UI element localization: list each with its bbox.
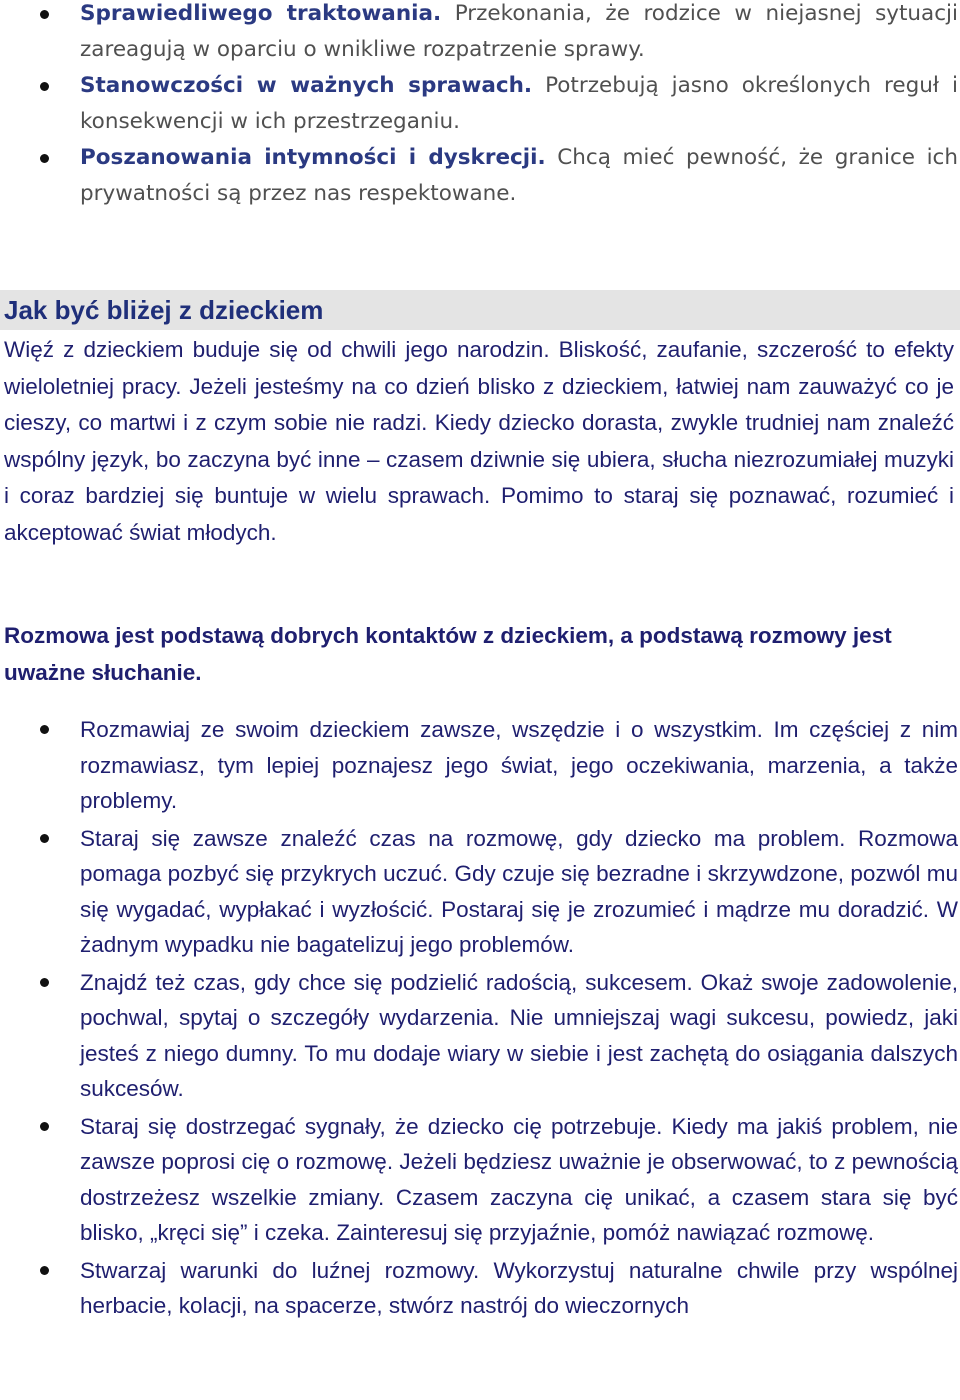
needs-list [0,0,960,212]
bullet-icon [40,154,49,163]
bullet-icon [40,834,49,843]
bullet-icon [40,1122,49,1131]
list-item-lead: Sprawiedliwego traktowania. [80,1,442,26]
list-item [0,965,960,1107]
list-item [0,1109,960,1251]
list-item-text: Staraj się dostrzegać sygnały, że dziecko cię potrzebuje. Kiedy ma jakiś problem, nie zawsze poprosi cię o rozmowę. Jeżeli będziesz uważnie je obserwować, to z pewnością dostrzeżesz wszelkie zmiany. Czasem zaczyna cię unikać, a czasem stara się być blisko, „kręci się” i czeka. Zainteresuj się przyjaźnie, pomóż nawiązać rozmowę. [80,1113,958,1245]
list-item-text: Znajdź też czas, gdy chce się podzielić radością, sukcesem. Okaż swoje zadowolenie, pochwal, spytaj o szczegóły wydarzenia. Nie umniejszaj wagi sukcesu, powiedz, jaki jesteś z niego dumny. To mu dodaje wiary w siebie i jest zachętą do osiągania dalszych sukcesów. [80,969,958,1101]
list-item [0,712,960,819]
list-item [0,140,960,212]
list-item-text: Staraj się zawsze znaleźć czas na rozmowę, gdy dziecko ma problem. Rozmowa pomaga pozbyć się przykrych uczuć. Gdy czuje się bezradne i skrzywdzone, pozwól mu się wygadać, wypłakać i wyzłościć. Postaraj się je zrozumieć i mądrze mu doradzić. W żadnym wypadku nie bagatelizuj jego problemów. [80,825,958,957]
bullet-icon [40,725,49,734]
bullet-icon [40,10,49,19]
bullet-icon [40,1266,49,1275]
advice-list [0,712,960,1326]
bullet-icon [40,82,49,91]
list-item-text: Potrzebują jasno określonych reguł i konsekwencji w ich przestrzeganiu. [80,73,958,134]
bold-statement: Rozmowa jest podstawą dobrych kontaktów z dzieckiem, a podstawą rozmowy jest uważne słuchanie. [4,623,892,685]
list-item [0,68,960,140]
section-heading: Jak być bliżej z dzieckiem [0,290,960,330]
list-item-text: Chcą mieć pewność, że granice ich prywatności są przez nas respektowane. [80,145,958,206]
list-item-text: Stwarzaj warunki do luźnej rozmowy. Wykorzystuj naturalne chwile przy wspólnej herbacie, kolacji, na spacerze, stwórz nastrój do wieczornych [80,1257,958,1318]
section-paragraph: Więź z dzieckiem buduje się od chwili jego narodzin. Bliskość, zaufanie, szczerość to efekty wieloletniej pracy. Jeżeli jesteśmy na co dzień blisko z dzieckiem, łatwiej nam zauważyć co je cieszy, co martwi i z czym sobie nie radzi. Kiedy dziecko dorasta, zwykle trudniej nam znaleźć wspólny język, bo zaczyna być inne – czasem dziwnie się ubiera, słucha niezrozumiałej muzyki i coraz bardziej się buntuje w wielu sprawach. Pomimo to staraj się poznawać, rozumieć i akceptować świat młodych. [4,337,954,545]
list-item [0,1253,960,1324]
bullet-icon [40,978,49,987]
list-item-lead: Poszanowania intymności i dyskrecji. [80,145,546,170]
list-item [0,0,960,68]
list-item-lead: Stanowczości w ważnych sprawach. [80,73,533,98]
list-item [0,821,960,963]
list-item-text: Rozmawiaj ze swoim dzieckiem zawsze, wszędzie i o wszystkim. Im częściej z nim rozmawiasz, tym lepiej poznajesz jego świat, jego oczekiwania, marzenia, a także problemy. [80,717,958,813]
list-item-text: Przekonania, że rodzice w niejasnej sytuacji zareagują w oparciu o wnikliwe rozpatrzenie sprawy. [80,1,958,62]
